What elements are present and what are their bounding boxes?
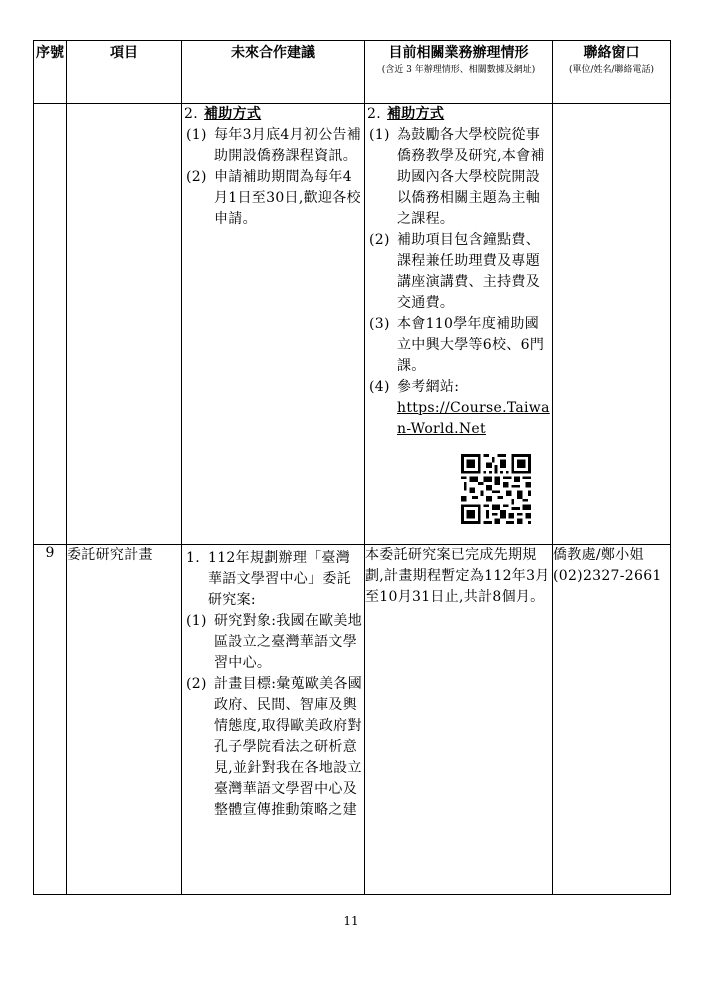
header-no: 序號 bbox=[34, 41, 67, 104]
cell-current bbox=[365, 104, 553, 545]
list-item: (1) 為鼓勵各大學校院從事僑務教學及研究,本會補助國內各大學校院開設以僑務相關主題為主軸之課程。 bbox=[369, 127, 545, 227]
current-heading: 2. 補助方式 bbox=[367, 106, 445, 122]
header-future: 未來合作建議 bbox=[182, 41, 365, 104]
row-number: 9 bbox=[34, 545, 67, 895]
table-row bbox=[34, 545, 671, 895]
list-item: (2) 申請補助期間為每年4月1日至30日,歡迎各校申請。 bbox=[186, 169, 361, 227]
cell-future bbox=[182, 545, 365, 895]
qr-code-icon bbox=[365, 440, 552, 531]
list-item: (1) 每年3月底4月初公告補助開設僑務課程資訊。 bbox=[186, 127, 362, 164]
reference-link[interactable]: https://Course.Taiwan-World.Net bbox=[397, 400, 550, 437]
header-current: 目前相關業務辦理情形 (含近 3 年辦理情形、相關數據及網址) bbox=[365, 41, 553, 104]
cell-future bbox=[182, 104, 365, 545]
current-status: 本委託研究案已完成先期規劃,計畫期程暫定為112年3月至10月31日止,共計8個月。 bbox=[365, 545, 553, 895]
future-intro: 1. 112年規劃辦理「臺灣華語文學習中心」委託研究案: bbox=[186, 550, 351, 608]
list-item: (3) 本會110學年度補助國立中興大學等6校、6門課。 bbox=[369, 316, 545, 374]
list-item: (2) 計畫目標:彙蒐歐美各國政府、民間、智庫及輿情態度,取得歐美政府對孔子學院看法之研析意見,並針對我在各地設立臺灣華語文學習中心及整體宣傳推動策略之建 bbox=[186, 676, 363, 818]
header-contact-note: (單位/姓名/聯絡電話) bbox=[568, 65, 655, 75]
list-item: (4) 參考網站: https://Course.Taiwan-World.Net bbox=[369, 379, 550, 437]
future-heading: 2. 補助方式 bbox=[184, 106, 262, 122]
cell-item bbox=[67, 104, 182, 545]
header-current-note: (含近 3 年辦理情形、相關數據及網址) bbox=[381, 65, 536, 75]
list-item: (1) 研究對象:我國在歐美地區設立之臺灣華語文學習中心。 bbox=[186, 613, 363, 671]
list-item: (2) 補助項目包含鐘點費、課程兼任助理費及專題講座演講費、主持費及交通費。 bbox=[369, 232, 540, 311]
cooperation-table bbox=[33, 40, 671, 895]
page-number: 11 bbox=[343, 914, 359, 928]
header-item: 項目 bbox=[67, 41, 182, 104]
table-row bbox=[34, 104, 671, 545]
contact-info: 僑教處/鄭小姐(02)2327-2661 bbox=[553, 545, 671, 895]
table-header-row bbox=[34, 41, 671, 104]
cell-no bbox=[34, 104, 67, 545]
item-name: 委託研究計畫 bbox=[67, 545, 182, 895]
cell-contact bbox=[553, 104, 671, 545]
header-contact: 聯絡窗口 (單位/姓名/聯絡電話) bbox=[553, 41, 671, 104]
